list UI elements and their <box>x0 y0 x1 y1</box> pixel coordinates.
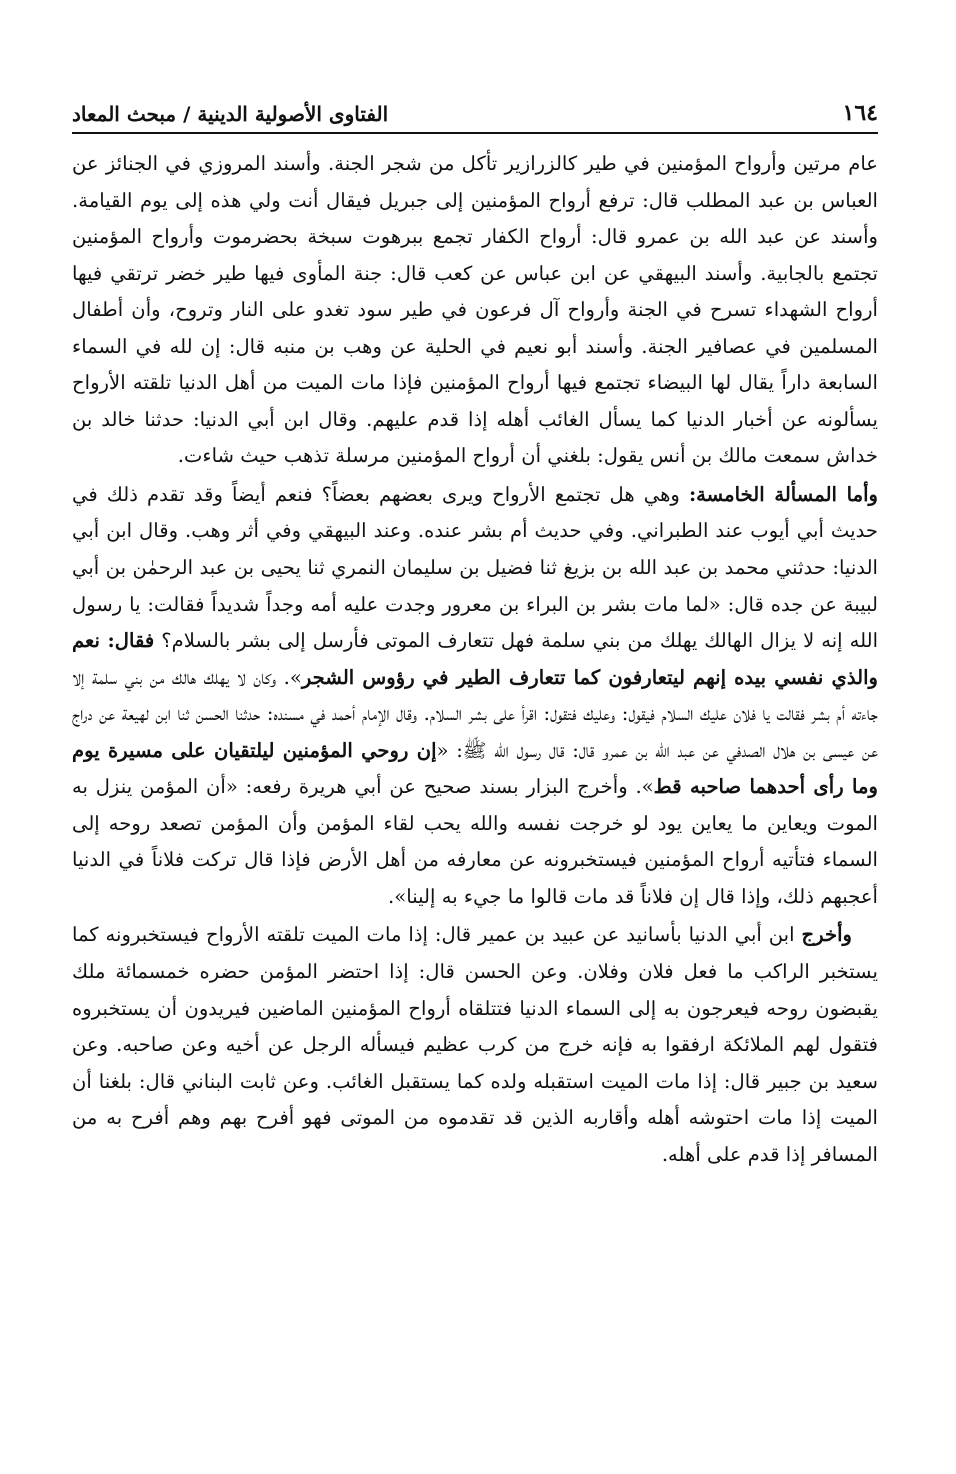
paragraph-3-text: ابن أبي الدنيا بأسانيد عن عبيد بن عمير قال: إذا مات الميت تلقته الأرواح فيستخبرونه كما يستخبر الراكب ما فعل فلان وفلان. وعن الحسن قال: إذا احتضر المؤمن حضره خمسمائة ملك يقبضون روحه فيعرجون به إلى السماء الدنيا فتتلقاه أرواح المؤمنين الماضين فيريدون أن يستخبروه فتقول لهم الملائكة ارفقوا به فإنه خرج من كرب عظيم فيسأله الرجل عن أخيه وعن صاحبه. وعن سعيد بن جبير قال: إذا مات الميت استقبله ولده كما يستقبل الغائب. وعن ثابت البناني قال: بلغنا أن الميت إذا مات احتوشه أهله وأقاربه الذين قد تقدموه من الموتى فهو أفرح بهم وهم أفرح به من المسافر إذا قدم على أهله. <box>72 923 878 1166</box>
header-rule <box>72 132 878 134</box>
paragraph-1 <box>72 146 878 475</box>
paragraph-2-text-3: ». وأخرج البزار بسند صحيح عن أبي هريرة رفعه: «أن المؤمن ينزل به الموت ويعاين ما يعاين يود لو خرجت نفسه والله يحب لقاء المؤمن وأن المؤمن تصعد روحه إلى السماء فتأتيه أرواح المؤمنين فيستخبرونه عن معارفه من أهل الأرض فإذا قال تركت فلاناً في الدنيا أعجبهم ذلك، وإذا قال إن فلاناً قد مات قالوا ما جيء به إلينا». <box>72 775 878 908</box>
paragraph-2 <box>72 477 878 916</box>
running-header <box>72 92 878 126</box>
running-title: الفتاوى الأصولية الدينية / مبحث المعاد <box>72 102 389 126</box>
paragraph-2-lead: وأما المسألة الخامسة: <box>688 482 878 506</box>
paragraph-1-text: عام مرتين وأرواح المؤمنين في طير كالزرازير تأكل من شجر الجنة. وأسند المروزي في الجنائز عن العباس بن عبد المطلب قال: ترفع أرواح المؤمنين إلى جبريل فيقال أنت ولي هذه إلى يوم القيامة. وأسند عن عبد الله بن عمرو قال: أرواح الكفار تجمع ببرهوت سبخة بحضرموت وأرواح المؤمنين تجتمع بالجابية. وأسند البيهقي عن ابن عباس عن كعب قال: جنة المأوى فيها طير خضر ترتقي فيها أرواح الشهداء تسرح في الجنة وأرواح آل فرعون في طير سود تغدو على النار وتروح، وأن أطفال المسلمين في عصافير الجنة. وأسند أبو نعيم في الحلية عن وهب بن منبه قال: إن لله في السماء السابعة داراً يقال لها البيضاء تجتمع فيها أرواح المؤمنين فإذا مات الميت من أهل الدنيا تلقته الأرواح يسألونه عن أخبار الدنيا كما يسأل الغائب أهله إذا قدم عليهم. وقال ابن أبي الدنيا: حدثنا خالد بن خداش سمعت مالك بن أنس يقول: بلغني أن أرواح المؤمنين مرسلة تذهب حيث شاءت. <box>72 152 878 468</box>
paragraph-2-text-2: ». وكان لا يهلك هالك من بني سلمة إلا جاءته أم بشر فقالت يا فلان عليك السلام فيقول: وعليك فتقول: اقرأ على بشر السلام. وقال الإمام أحمد في مسنده: حدثنا الحسن ثنا ابن لهيعة عن دراج عن عيسى بن هلال الصدفي عن عبد الله بن عمرو قال: قال رسول الله ﷺ: « <box>72 665 878 762</box>
hadith-quote-2: إن روحي المؤمنين ليلتقيان على مسيرة يوم وما رأى أحدهما صاحبه قط <box>72 738 878 799</box>
hadith-quote-1: فقال: نعم والذي نفسي بيده إنهم ليتعارفون كما تتعارف الطير في رؤوس الشجر <box>72 629 878 689</box>
page-number: ١٦٤ <box>842 100 878 126</box>
paragraph-2-text-1: وهي هل تجتمع الأرواح ويرى بعضهم بعضاً؟ فنعم أيضاً وقد تقدم ذلك في حديث أبي أيوب عند الطبراني. وفي حديث أم بشر عنده. وعند البيهقي وفي أثر وهب. وقال ابن أبي الدنيا: حدثني محمد بن عبد الله بن بزيغ ثنا فضيل بن سليمان النمري ثنا يحيى بن عبد الرحمٰن بن أبي لبيبة عن جده قال: «لما مات بشر بن البراء بن معرور وجدت عليه أمه وجداً شديداً فقالت: يا رسول الله إنه لا يزال الهالك يهلك من بني سلمة فهل تتعارف الموتى فأرسل إلى بشر بالسلام؟ <box>72 482 879 653</box>
paragraph-3-lead: وأخرج <box>801 923 852 947</box>
page-body <box>72 146 878 1173</box>
paragraph-3 <box>72 917 878 1173</box>
